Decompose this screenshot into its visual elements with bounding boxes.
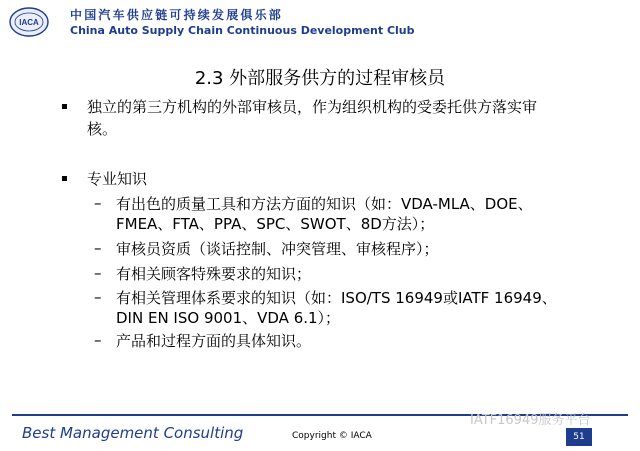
- watermark: IATF16949服务平台: [470, 413, 591, 428]
- subitem-5: 产品和过程方面的具体知识。: [116, 332, 312, 350]
- club-name-en: China Auto Supply Chain Continuous Development Club: [70, 24, 415, 37]
- club-name-cn: 中国汽车供应链可持续发展俱乐部: [70, 8, 284, 22]
- bullet2-heading: 专业知识: [87, 170, 148, 188]
- subitem-4-line1: 有相关管理体系要求的知识（如：ISO/TS 16949或IATF 16949、: [116, 289, 557, 307]
- dash-marker: –: [94, 194, 102, 212]
- subitem-4-line2: DIN EN ISO 9001、VDA 6.1）；: [116, 309, 341, 327]
- dash-marker: –: [94, 239, 102, 257]
- header: [0, 0, 640, 44]
- iaca-logo: [8, 6, 50, 38]
- footer-company: Best Management Consulting: [22, 424, 244, 442]
- subitem-1-line1: 有出色的质量工具和方法方面的知识（如：VDA-MLA、DOE、: [116, 195, 533, 213]
- logo-text: IACA: [19, 18, 39, 27]
- page-number: 51: [566, 428, 592, 446]
- footer-copyright: Copyright © IACA: [292, 431, 372, 441]
- subitem-2: 审核员资质（谈话控制、冲突管理、审核程序）；: [116, 240, 439, 258]
- bullet1-line1: 独立的第三方机构的外部审核员，作为组织机构的受委托供方落实审: [87, 98, 538, 116]
- bullet-marker: [62, 176, 67, 181]
- dash-marker: –: [94, 331, 102, 349]
- bullet1-line2: 核。: [87, 120, 118, 138]
- subitem-1-line2: FMEA、FTA、PPA、SPC、SWOT、8D方法）；: [116, 215, 435, 233]
- bullet-marker: [62, 104, 67, 109]
- subitem-3: 有相关顾客特殊要求的知识；: [116, 265, 312, 283]
- slide-title: 2.3 外部服务供方的过程审核员: [194, 68, 446, 89]
- dash-marker: –: [94, 288, 102, 306]
- dash-marker: –: [94, 264, 102, 282]
